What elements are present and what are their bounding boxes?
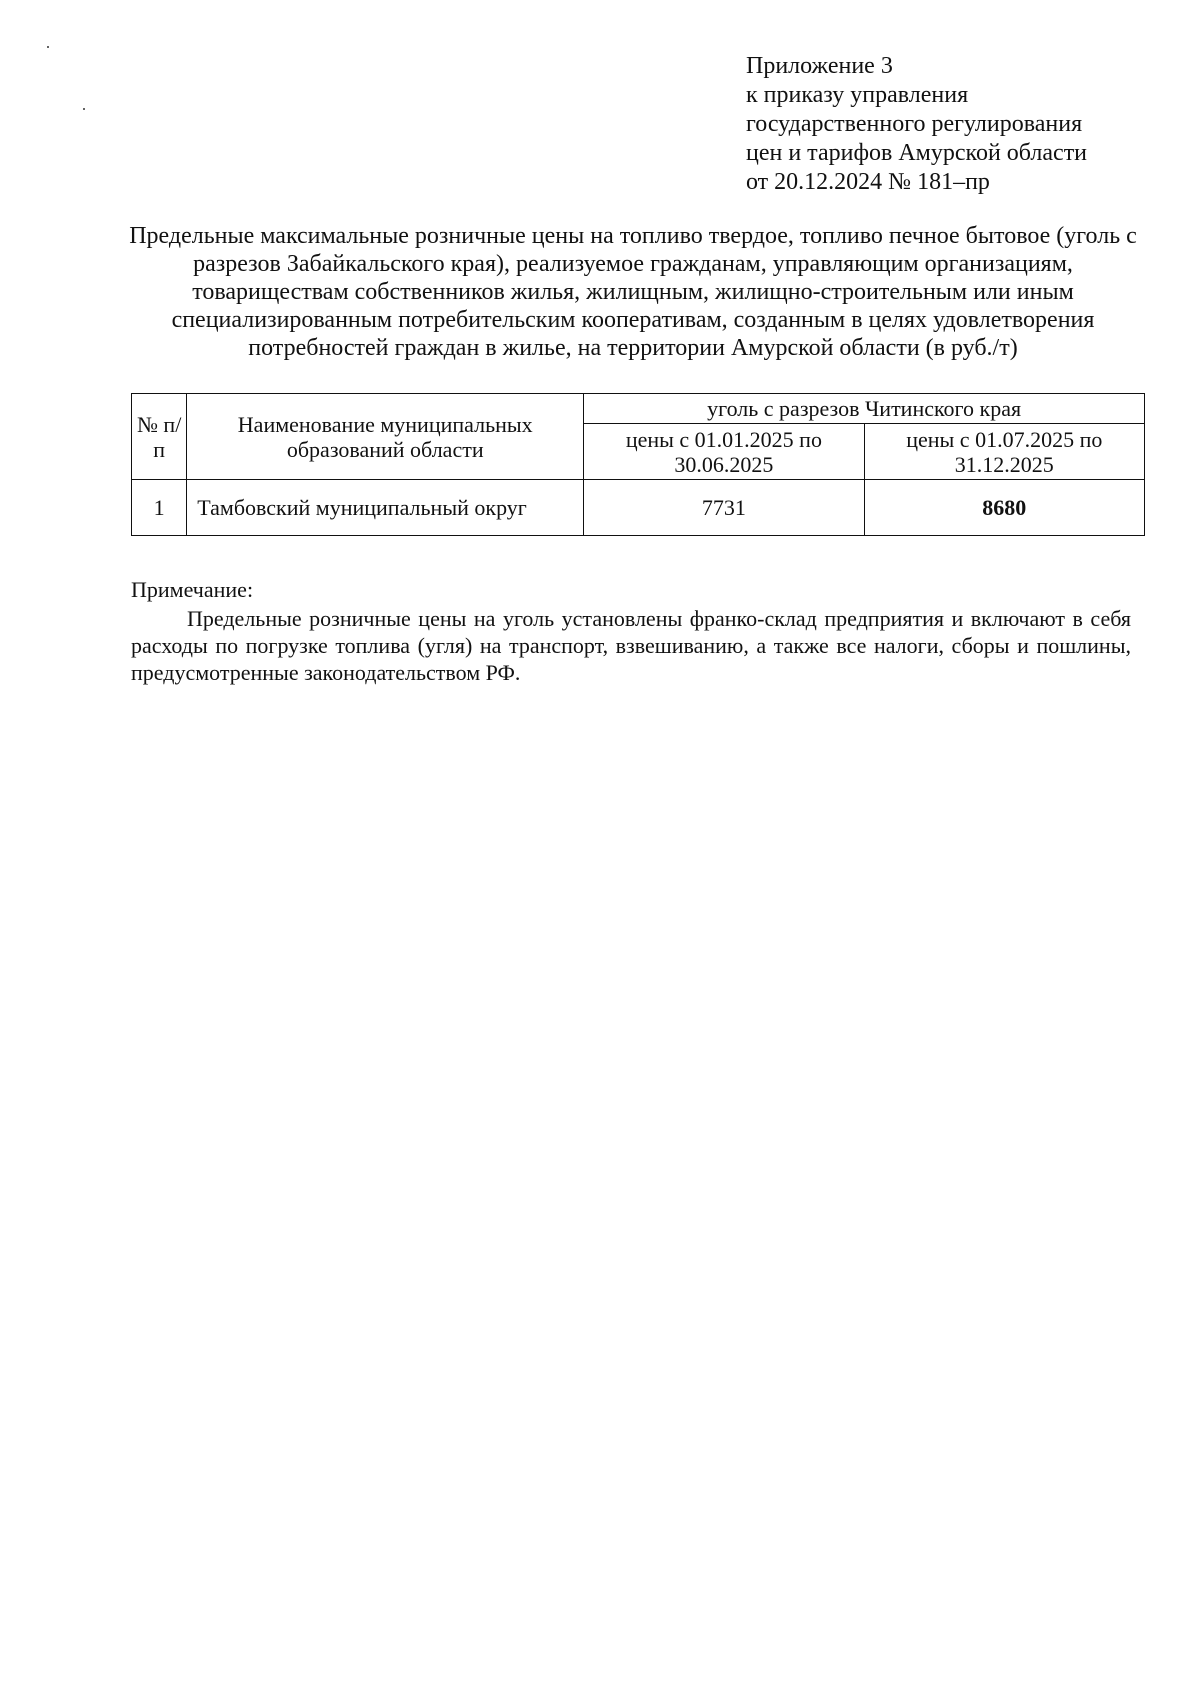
annex-line: от 20.12.2024 № 181–пр — [746, 169, 990, 195]
price-period-2: 8680 — [864, 480, 1144, 536]
annex-line: Приложение 3 — [746, 53, 893, 79]
annex-header — [746, 52, 1166, 197]
municipality-name: Тамбовский муниципальный округ — [187, 480, 584, 536]
annex-line: к приказу управления — [746, 82, 969, 108]
column-group-header: уголь с разрезов Читинского края — [584, 394, 1145, 424]
row-number: 1 — [132, 480, 187, 536]
note-body: Предельные розничные цены на уголь установлены франко-склад предприятия и включают в себя расходы по погрузке топлива (угля) на транспорт, взвешиванию, а также все налоги, сборы и пошлины, предусмотренные законодательством РФ. — [131, 606, 1131, 685]
annex-line: государственного регулирования — [746, 111, 1083, 137]
note-section — [131, 576, 1131, 686]
column-header-period-1: цены с 01.01.2025 по 30.06.2025 — [584, 424, 864, 480]
table-row — [132, 480, 1145, 536]
column-header-municipality: Наименование муниципальных образований области — [187, 394, 584, 480]
table-header-row — [132, 394, 1145, 424]
scan-speck — [83, 108, 85, 110]
column-header-number: № п/п — [132, 394, 187, 480]
note-heading: Примечание: — [131, 577, 254, 602]
price-period-1: 7731 — [584, 480, 864, 536]
scan-speck — [47, 46, 49, 48]
price-table — [131, 393, 1145, 536]
document-title: Предельные максимальные розничные цены на топливо твердое, топливо печное бытовое (уголь с разрезов Забайкальского края), реализуемое гражданам, управляющим организациям, товариществам собственников жилья, жилищным, жилищно-строительным или иным специализированным потребительским кооперативам, созданным в целях удовлетворения потребностей граждан в жилье, на территории Амурской области (в руб./т) — [129, 223, 1137, 361]
annex-line: цен и тарифов Амурской области — [746, 140, 1088, 166]
column-header-period-2: цены с 01.07.2025 по 31.12.2025 — [864, 424, 1144, 480]
